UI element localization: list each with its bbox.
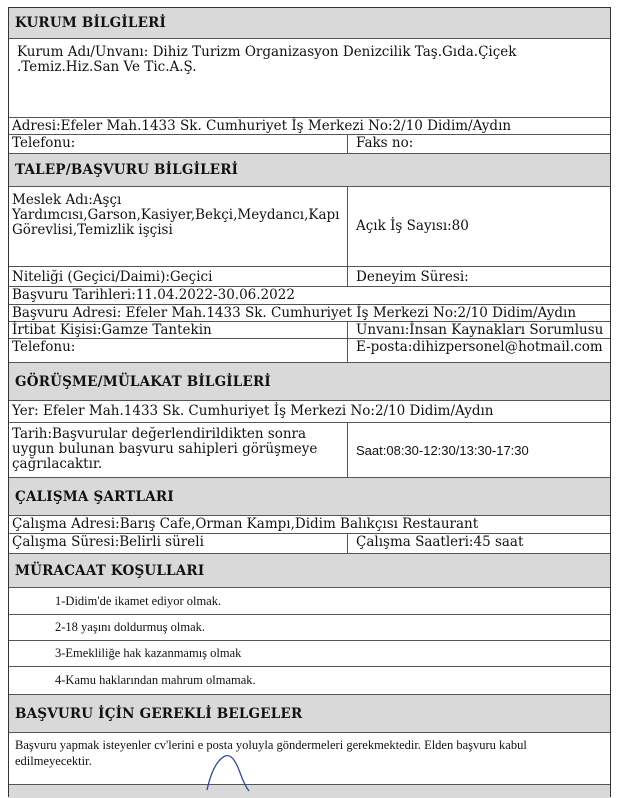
- condition-row: [9, 615, 610, 641]
- section-header-kurum: [9, 8, 610, 39]
- kurum-faks: Faks no:: [347, 135, 610, 153]
- condition-item: 4-Kamu haklarından mahrum olmamak.: [55, 673, 256, 687]
- belgeler-row: [9, 733, 610, 785]
- condition-row: [9, 641, 610, 667]
- gorusme-yer: Yer: Efeler Mah.1433 Sk. Cumhuriyet İş Merkezi No:2/10 Didim/Aydın: [12, 403, 494, 419]
- job-posting-form: [8, 7, 611, 797]
- section-title: ÇALIŞMA ŞARTLARI: [15, 488, 174, 505]
- kurum-phone-row: [9, 135, 610, 154]
- kurum-ad-unvan: Kurum Adı/Unvanı: Dihiz Turizm Organizasyon Denizcilik Taş.Gıda.Çiçek .Temiz.Hiz.San Ve Tic.A.Ş.: [17, 44, 517, 75]
- kurum-adres: Adresi:Efeler Mah.1433 Sk. Cumhuriyet İş Merkezi No:2/10 Didim/Aydın: [12, 118, 512, 134]
- talep-nitelik-row: [9, 267, 610, 287]
- kurum-address-row: [9, 118, 610, 135]
- talep-unvan: Unvanı:İnsan Kaynakları Sorumlusu: [347, 322, 610, 338]
- section-header-calisma: [9, 478, 610, 516]
- section-title: MÜRACAAT KOŞULLARI: [15, 562, 205, 579]
- section-title: GÖRÜŞME/MÜLAKAT BİLGİLERİ: [15, 373, 271, 390]
- gorusme-tarih: Tarih:Başvurular değerlendirildikten sonra uygun bulunan başvuru sahipleri görüşmeye çağrılacaktır.: [12, 426, 318, 472]
- gorusme-tarih-row: [9, 423, 610, 478]
- condition-item: 1-Didim'de ikamet ediyor olmak.: [55, 593, 222, 608]
- belgeler-text: Başvuru yapmak isteyenler cv'lerini e posta yoluyla göndermeleri gerekmektedir. Elden başvuru kabul edilmeyecektir.: [15, 738, 527, 768]
- talep-deneyim: Deneyim Süresi:: [347, 267, 610, 286]
- gorusme-yer-row: [9, 401, 610, 423]
- section-title: BAŞVURU İÇİN GEREKLİ BELGELER: [15, 705, 303, 722]
- condition-row: [9, 667, 610, 695]
- calisma-sure: Çalışma Süresi:Belirli süreli: [12, 534, 204, 550]
- talep-basvuru-adresi: Başvuru Adresi: Efeler Mah.1433 Sk. Cumhuriyet İş Merkezi No:2/10 Didim/Aydın: [12, 305, 577, 321]
- talep-acik-is: Açık İş Sayısı:80: [347, 187, 610, 266]
- section-title: TALEP/BAŞVURU BİLGİLERİ: [15, 162, 239, 178]
- talep-tarihler: Başvuru Tarihleri:11.04.2022-30.06.2022: [12, 287, 295, 303]
- calisma-adres-row: [9, 516, 610, 534]
- talep-nitelik: Niteliği (Geçici/Daimi):Geçici: [12, 269, 213, 285]
- condition-item: 3-Emekliliğe hak kazanmamış olmak: [55, 646, 242, 660]
- talep-meslek-row: [9, 187, 610, 267]
- talep-irtibat: İrtibat Kişisi:Gamze Tantekin: [12, 322, 212, 338]
- talep-telefon: Telefonu:: [12, 339, 76, 355]
- section-header-talep: [9, 154, 610, 187]
- signature-mark: [205, 752, 265, 792]
- talep-meslek: Meslek Adı:Aşçı Yardımcısı,Garson,Kasiyer,Bekçi,Meydancı,Kapı Görevlisi,Temizlik işçisi: [12, 192, 340, 238]
- talep-tarih-row: [9, 287, 610, 305]
- section-header-gorusme: [9, 363, 610, 401]
- talep-adres-row: [9, 305, 610, 322]
- condition-item: 2-18 yaşını doldurmuş olmak.: [55, 620, 205, 634]
- section-header-next: [9, 785, 610, 798]
- calisma-adres: Çalışma Adresi:Barış Cafe,Orman Kampı,Didim Balıkçısı Restaurant: [12, 516, 479, 532]
- section-header-belgeler: [9, 695, 610, 733]
- section-header-muracaat: [9, 554, 610, 588]
- gorusme-saat: Saat:08:30-12:30/13:30-17:30: [347, 423, 610, 477]
- section-title: KURUM BİLGİLERİ: [15, 15, 167, 31]
- condition-row: [9, 588, 610, 615]
- talep-irtibat-row: [9, 322, 610, 339]
- talep-eposta: E-posta:dihizpersonel@hotmail.com: [347, 339, 610, 362]
- kurum-name-row: [9, 39, 610, 118]
- calisma-saatler: Çalışma Saatleri:45 saat: [347, 534, 610, 553]
- talep-telefon-row: [9, 339, 610, 363]
- kurum-telefon: Telefonu:: [12, 135, 76, 151]
- calisma-sure-row: [9, 534, 610, 554]
